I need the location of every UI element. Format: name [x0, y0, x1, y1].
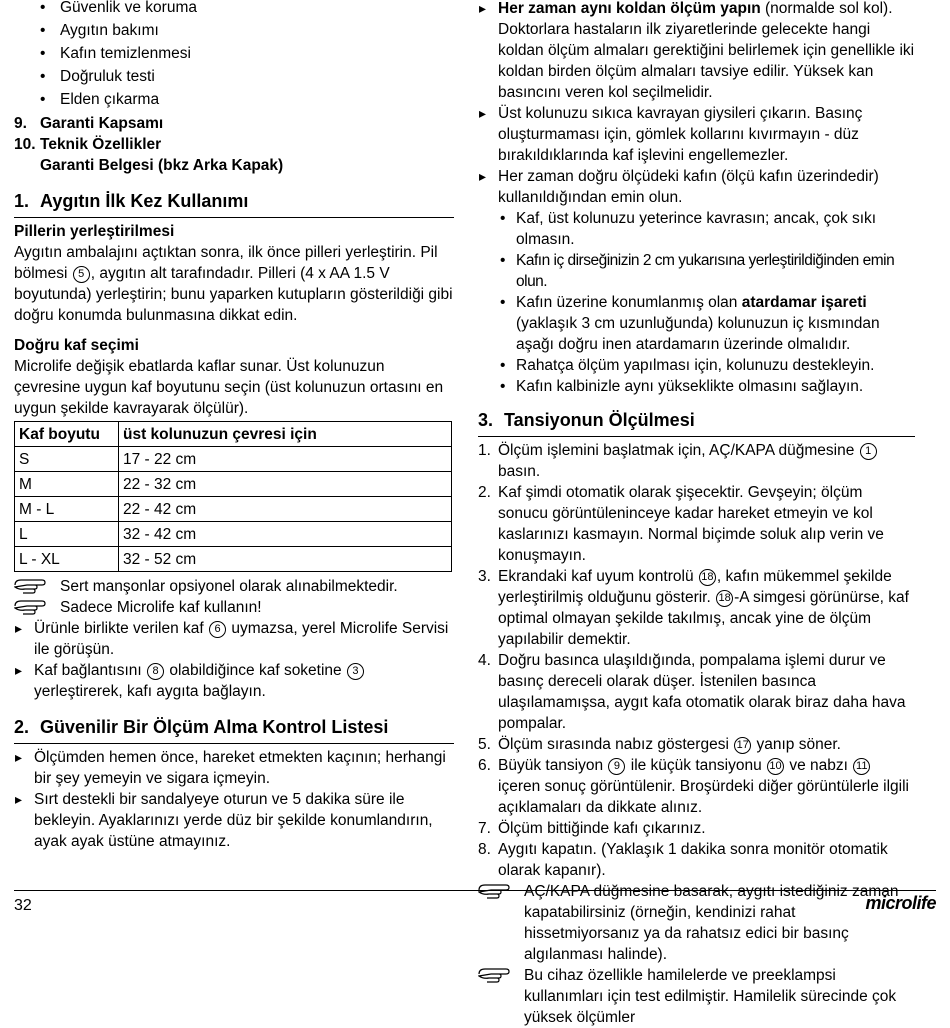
- section-1-heading: 1. Aygıtın İlk Kez Kullanımı: [14, 189, 454, 218]
- step: 5. Ölçüm sırasında nabız göstergesi 17 yanıp söner.: [478, 736, 841, 753]
- toc-bullet: • Aygıtın bakımı: [14, 20, 454, 41]
- cuff-text: Microlife değişik ebatlarda kaflar sunar. Üst kolunuzun çevresine uygun kaf boyutunu seçin (üst kolunuzun ortasını en uygun şekilde kavrayarak ölçülür).: [14, 358, 444, 417]
- instruction: ▸ Her zaman doğru ölçüdeki kafın (ölçü kafın üzerindedir) kullanıldığından emin olun.: [478, 166, 915, 208]
- step: 8. Aygıtı kapatın. (Yaklaşık 1 dakika sonra monitör otomatik olarak kapanır).: [478, 841, 888, 879]
- ref-marker: 10: [767, 758, 784, 775]
- instruction: ▸ Üst kolunuzu sıkıca kavrayan giysileri çıkarın. Basınç oluşturmaması için, gömlek kollarını kıvırmayın - düz bırakıldıklarında kaf işlevini engellemezler.: [478, 103, 915, 166]
- instruction: ▸ Ürünle birlikte verilen kaf 6 uymazsa, yerel Microlife Servisi ile görüşün.: [14, 618, 454, 660]
- batteries-text: Aygıtın ambalajını açtıktan sonra, ilk önce pilleri yerleştirin. Pil bölmesi 5 , aygıtın alt tarafındadır. Pilleri (4 x AA 1.5 V boyutunda) yerleştirin; bunu yaparken kutupların gösterildiği gibi doğru konumda bulunmasına dikkat edin.: [14, 244, 453, 324]
- step: 3. Ekrandaki kaf uyum kontrolü 18 , kafın mükemmel şekilde yerleştirilmiş olduğunu gösterir. 18 -A simgesi görünürse, kaf optimal olmayan şekilde takılmış, ancak yine de ölçüm yapılabilir demektir.: [478, 568, 909, 648]
- page-footer: [14, 890, 936, 914]
- instruction: ▸ Kaf bağlantısını 8 olabildiğince kaf soketine 3 yerleştirerek, kafı aygıta bağlayın.: [14, 660, 454, 702]
- ref-marker: 1: [860, 443, 877, 460]
- ref-marker: 11: [853, 758, 870, 775]
- ref-marker: 3: [347, 663, 364, 680]
- batteries-heading: Pillerin yerleştirilmesi: [14, 223, 175, 240]
- checklist-item: ▸ Sırt destekli bir sandalyeye oturun ve 5 dakika süre ile bekleyin. Ayaklarınızı yerde düz bir şekilde konumlandırın, ayak ayak üstüne atmayınız.: [14, 789, 454, 852]
- ref-marker: 18: [716, 590, 733, 607]
- section-3-heading: 3. Tansiyonun Ölçülmesi: [478, 408, 915, 437]
- ref-marker: 5: [73, 266, 90, 283]
- ref-marker: 8: [147, 663, 164, 680]
- toc-item: Garanti Belgesi (bkz Arka Kapak): [40, 157, 284, 174]
- table-row: M 22 - 32 cm: [15, 472, 452, 497]
- toc-bullet: • Elden çıkarma: [14, 89, 454, 110]
- checklist-item: ▸ Ölçümden hemen önce, hareket etmekten kaçının; herhangi bir şey yemeyin ve sigara içmeyin.: [14, 747, 454, 789]
- step: 6. Büyük tansiyon 9 ile küçük tansiyonu 10 ve nabzı 11 içeren sonuç görüntülenir. Broşürdeki diğer görüntülerle ilgili açıklamaları da dikkate alınız.: [478, 757, 909, 816]
- note: Sert manşonlar opsiyonel olarak alınabilmektedir.: [14, 576, 454, 597]
- instruction: ▸ Her zaman aynı koldan ölçüm yapın (normalde sol kol). Doktorlara hastaların ilk ziyaretlerinde gelecekte hangi koldan ölçüm almaları gerektiğini belirlemek için genellikle iki koldan birden ölçüm almaları tavsiye edilir. Yüksek kan basıncını veren kol seçilmelidir.: [478, 0, 915, 103]
- page-number: 32: [14, 897, 32, 914]
- table-row: S 17 - 22 cm: [15, 447, 452, 472]
- pointing-hand-icon: [14, 597, 48, 615]
- list-item: • Kaf, üst kolunuzu yeterince kavrasın; ancak, çok sıkı olmasın.: [498, 208, 915, 250]
- note: Bu cihaz özellikle hamilelerde ve preeklampsi kullanımları için test edilmiştir. Hamilelik sürecinde çok yüksek ölçümler: [478, 965, 915, 1028]
- list-item: • Kafın üzerine konumlanmış olan atardamar işareti (yaklaşık 3 cm uzunluğunda) kolunuzun iç kısmından aşağı doğru inen atardamarın üzerinde olmalıdır.: [498, 292, 915, 355]
- step: 7. Ölçüm bittiğinde kafı çıkarınız.: [478, 820, 706, 837]
- left-column: [14, 0, 454, 852]
- toc-items: [14, 113, 454, 176]
- right-column: [478, 0, 915, 1028]
- cuff-heading: Doğru kaf seçimi: [14, 337, 139, 354]
- table-row: L - XL 32 - 52 cm: [15, 547, 452, 572]
- step: 1. Ölçüm işlemini başlatmak için, AÇ/KAPA düğmesine 1 basın.: [478, 440, 915, 482]
- ref-marker: 17: [734, 737, 751, 754]
- note: Sadece Microlife kaf kullanın!: [14, 597, 454, 618]
- toc-bullet: • Kafın temizlenmesi: [14, 43, 454, 64]
- ref-marker: 18: [699, 569, 716, 586]
- table-header: üst kolunuzun çevresi için: [119, 422, 452, 447]
- note: AÇ/KAPA düğmesine basarak, aygıtı istediğiniz zaman kapatabilirsiniz (örneğin, kendinizi rahat hissetmiyorsanız ya da rahatsız edici bir basınç algılanması halinde).: [478, 881, 915, 965]
- section-2-heading: 2. Güvenilir Bir Ölçüm Alma Kontrol Listesi: [14, 715, 454, 744]
- table-header-row: [15, 422, 452, 447]
- ref-marker: 6: [209, 621, 226, 638]
- pointing-hand-icon: [478, 965, 512, 983]
- list-item: • Rahatça ölçüm yapılması için, kolunuzu destekleyin.: [498, 355, 915, 376]
- toc-item: 9. Garanti Kapsamı: [14, 115, 164, 132]
- toc-bullets: [14, 0, 454, 110]
- toc-bullet: • Güvenlik ve koruma: [14, 0, 454, 18]
- toc-bullet: • Doğruluk testi: [14, 66, 454, 87]
- list-item: • Kafın iç dirseğinizin 2 cm yukarısına yerleştirildiğinden emin olun.: [498, 250, 915, 292]
- step: 2. Kaf şimdi otomatik olarak şişecektir. Gevşeyin; ölçüm sonucu görüntüleninceye kadar hareket etmeyin ve kol kaslarınızı kasmayın. Normal biçimde soluk alıp verin ve konuşmayın.: [478, 484, 884, 564]
- list-item: • Kafın kalbinizle aynı yükseklikte olmasını sağlayın.: [498, 376, 915, 397]
- step: 4. Doğru basınca ulaşıldığında, pompalama işlemi durur ve basınç dereceli olarak düşer. İstenilen basınca ulaşılamamışsa, aygıt kafa otomatik olarak biraz daha hava pompalar.: [478, 652, 906, 732]
- brand-logo: microlife: [865, 893, 936, 913]
- pointing-hand-icon: [14, 576, 48, 594]
- cuff-size-table: [14, 421, 452, 572]
- ref-marker: 9: [608, 758, 625, 775]
- toc-item: 10. Teknik Özellikler: [14, 136, 162, 153]
- table-row: L 32 - 42 cm: [15, 522, 452, 547]
- table-row: M - L 22 - 42 cm: [15, 497, 452, 522]
- table-header: Kaf boyutu: [15, 422, 119, 447]
